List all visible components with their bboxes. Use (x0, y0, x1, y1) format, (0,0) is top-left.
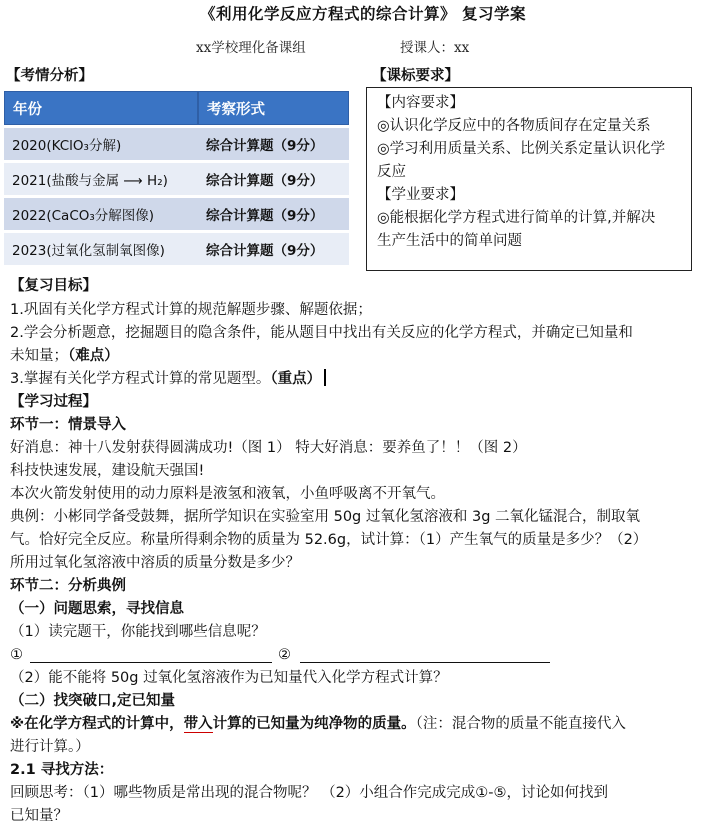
goal-2-cont (10, 346, 710, 366)
key-point-tag: （重点） (270, 371, 322, 387)
content-requirement-2: ◎学习利用质量关系、比例关系定量认识化学 (377, 141, 666, 157)
goal-2: 2.学会分析题意，挖掘题目的隐含条件，能从题目中找出有关反应的化学方程式，并确定已知量和 (10, 325, 633, 341)
review-question-cont: 已知量？ (10, 808, 68, 824)
example-line-2: 气。恰好完全反应。称量所得剩余物的质量为 52.6g，试计算：（1）产生氧气的质量是多少？（2） (10, 532, 648, 548)
content-requirements-heading: 【内容要求】 (377, 95, 464, 111)
answer-marker-2: ② (278, 647, 291, 663)
column-header-form: 考察形式 (198, 91, 349, 125)
academic-requirement-1-cont: 生产生活中的简单问题 (377, 233, 522, 249)
table-row (4, 128, 349, 160)
paragraph-tech: 科技快速发展，建设航天强国! (10, 463, 205, 479)
note-lead: ※在化学方程式的计算中， (10, 716, 184, 732)
goal-2-text: 未知量； (10, 348, 68, 364)
form-cell: 综合计算题（9分） (198, 198, 349, 230)
academic-requirements-heading: 【学业要求】 (377, 187, 464, 203)
academic-requirement-1: ◎能根据化学方程式进行简单的计算,并解决 (377, 210, 656, 226)
document-subtitle: xx学校理化备课组 (196, 40, 306, 56)
curriculum-heading: 【课标要求】 (372, 68, 459, 84)
year-cell: 2022(CaCO₃分解图像) (4, 198, 198, 230)
goal-1: 1.巩固有关化学方程式计算的规范解题步骤、解题依据； (10, 302, 372, 318)
example-line-3: 所用过氧化氢溶液中溶质的质量分数是多少？ (10, 555, 300, 571)
goal-3 (10, 369, 710, 389)
curriculum-box (366, 87, 692, 271)
table-row (4, 233, 349, 265)
document-title: 《利用化学反应方程式的综合计算》 复习学案 (200, 5, 526, 23)
year-cell: 2023(过氧化氢制氧图像) (4, 233, 198, 265)
goals-heading: 【复习目标】 (10, 278, 97, 294)
example-line-1: 典例：小彬同学备受鼓舞，据所学知识在实验室用 50g 过氧化氢溶液和 3g 二氧化锰混合，制取氧 (10, 509, 641, 525)
year-cell: 2021(盐酸与金属 ⟶ H₂) (4, 163, 198, 195)
review-question: 回顾思考：（1）哪些物质是常出现的混合物呢？ （2）小组合作完成完成①-⑤，讨论如何找到 (10, 785, 609, 801)
subsection-2-heading: （二）找突破口,定已知量 (10, 693, 176, 709)
table-header-row (4, 91, 349, 125)
year-cell: 2020(KClO₃分解) (4, 128, 198, 160)
content-requirement-2-cont: 反应 (377, 164, 406, 180)
answer-marker-1: ① (10, 647, 23, 663)
content-requirement-1: ◎认识化学反应中的各物质间存在定量关系 (377, 118, 651, 134)
step-1-heading: 环节一：情景导入 (10, 417, 126, 433)
note-rule: 计算的已知量为纯净物的质量。 (212, 716, 416, 732)
table-row (4, 198, 349, 230)
note-underlined: 带入 (183, 716, 213, 732)
paragraph-fuel: 本次火箭发射使用的动力原料是液氢和液氧，小鱼呼吸离不开氧气。 (10, 486, 445, 502)
difficulty-tag: （难点） (68, 348, 119, 364)
subsection-2-1-heading: 2.1 寻找方法： (10, 762, 114, 778)
form-cell: 综合计算题（9分） (198, 128, 349, 160)
question-1: （1）读完题干，你能找到哪些信息呢？ (10, 624, 266, 640)
paragraph-news: 好消息：神十八发射获得圆满成功!（图 1） 特大好消息：要养鱼了！！（图 2） (10, 440, 527, 456)
form-cell: 综合计算题（9分） (198, 233, 349, 265)
note-line (10, 714, 710, 734)
question-2: （2）能不能将 50g 过氧化氢溶液作为已知量代入化学方程式计算？ (10, 670, 448, 686)
answer-blank-1[interactable] (30, 662, 272, 663)
teacher-line: 授课人：xx (400, 40, 470, 56)
step-2-heading: 环节二：分析典例 (10, 578, 126, 594)
answer-blank-2[interactable] (300, 662, 550, 663)
form-cell: 综合计算题（9分） (198, 163, 349, 195)
note-remark: （注：混合物的质量不能直接代入 (415, 716, 626, 732)
exam-analysis-heading: 【考情分析】 (6, 68, 93, 84)
goal-3-text: 3.掌握有关化学方程式计算的常见题型。 (10, 371, 271, 387)
column-header-year: 年份 (4, 91, 198, 125)
text-cursor (324, 369, 326, 386)
table-row (4, 163, 349, 195)
process-heading: 【学习过程】 (10, 394, 97, 410)
note-line-cont: 进行计算。） (10, 739, 90, 755)
exam-analysis-table (4, 88, 349, 268)
subsection-1-heading: （一）问题思索，寻找信息 (10, 601, 184, 617)
